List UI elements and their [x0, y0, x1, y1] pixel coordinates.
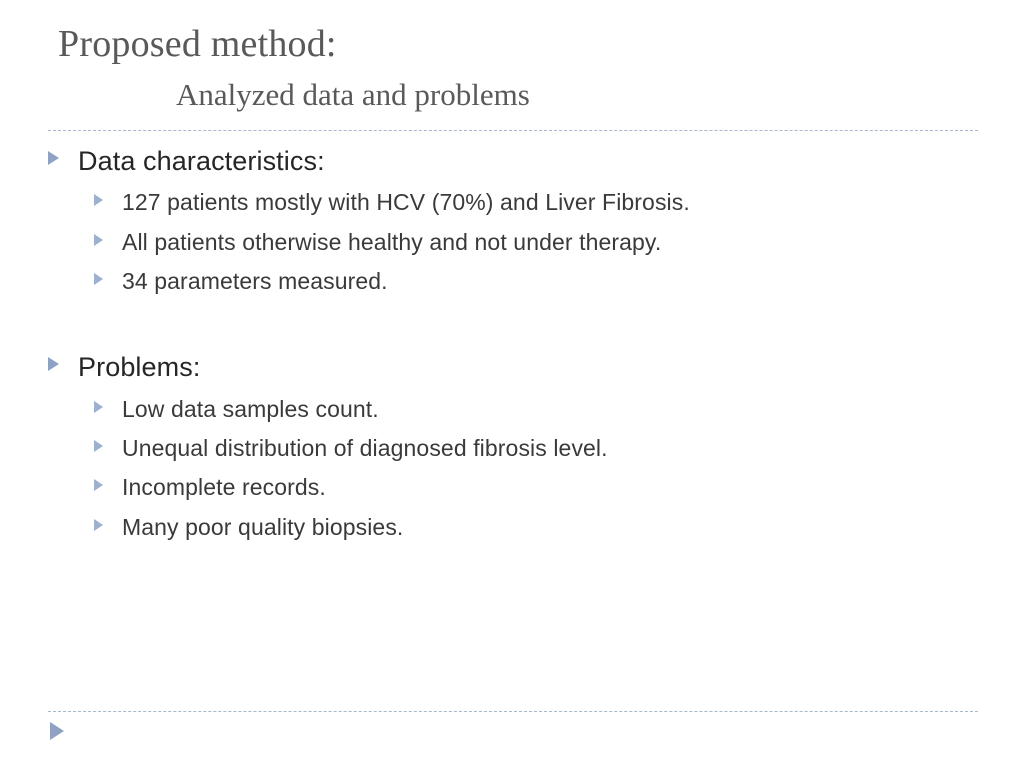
- list-item-label: Low data samples count.: [122, 395, 379, 422]
- list-item-label: Unequal distribution of diagnosed fibrosis level.: [122, 435, 608, 462]
- list-item: [48, 226, 988, 259]
- section-heading-label: Problems:: [78, 352, 201, 383]
- footer-triangle-bullet-icon: [50, 722, 64, 740]
- list-item: [48, 432, 988, 465]
- triangle-bullet-icon: [48, 142, 78, 165]
- list-item: [48, 511, 988, 544]
- list-item-label: Incomplete records.: [122, 474, 326, 501]
- section-heading: [48, 142, 988, 180]
- list-item: [48, 265, 988, 298]
- list-item-label: 127 patients mostly with HCV (70%) and Liver Fibrosis.: [122, 189, 690, 216]
- list-item: [48, 471, 988, 504]
- triangle-bullet-icon: [94, 393, 122, 413]
- triangle-bullet-icon: [94, 226, 122, 246]
- triangle-bullet-icon: [94, 511, 122, 531]
- section-spacer: [48, 304, 988, 348]
- list-item: [48, 393, 988, 426]
- triangle-bullet-icon: [94, 471, 122, 491]
- list-item-label: All patients otherwise healthy and not under therapy.: [122, 228, 662, 255]
- section-heading-label: Data characteristics:: [78, 146, 325, 176]
- list-item-label: Many poor quality biopsies.: [122, 513, 404, 540]
- list-item: [48, 186, 988, 219]
- divider-top: [48, 130, 978, 131]
- section-heading: [48, 348, 988, 386]
- slide-title-block: [58, 22, 978, 113]
- triangle-bullet-icon: [48, 348, 78, 371]
- slide-body: [48, 142, 988, 550]
- page-subtitle: Analyzed data and problems: [176, 76, 530, 112]
- list-item-label: 34 parameters measured.: [122, 268, 388, 295]
- triangle-bullet-icon: [94, 265, 122, 285]
- page-title: Proposed method:: [58, 23, 337, 65]
- triangle-bullet-icon: [94, 432, 122, 452]
- divider-bottom: [48, 711, 978, 712]
- triangle-bullet-icon: [94, 186, 122, 206]
